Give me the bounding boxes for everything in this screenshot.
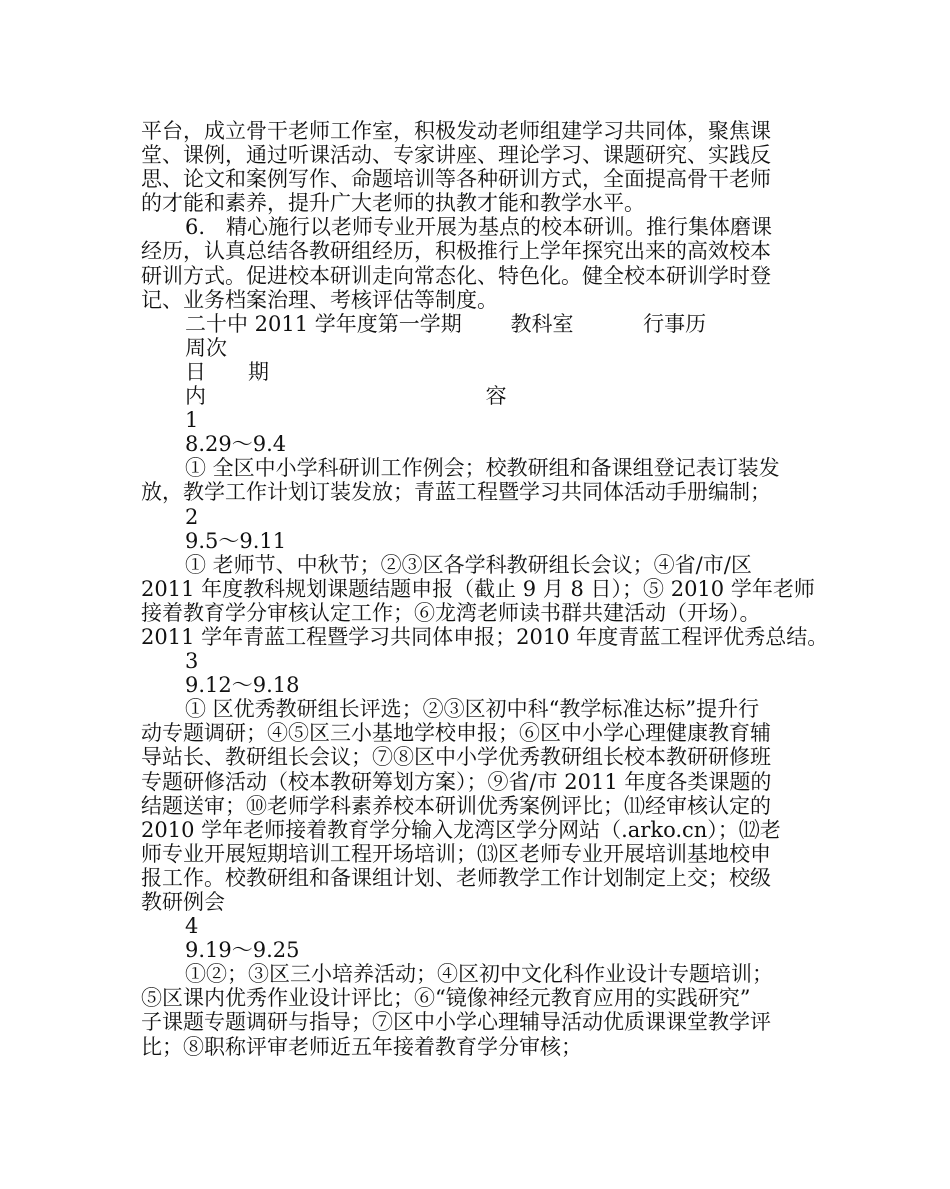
text-line: 2010 学年老师接着教育学分输入龙湾区学分网站（.arko.cn）；⑿老 [141,817,781,842]
text-line: 堂、课例，通过听课活动、专家讲座、理论学习、课题研究、实践反 [141,143,771,168]
text-line: 9.19～9.25 [185,938,300,963]
text-line: 教研例会 [141,890,225,914]
text-line: 9.12～9.18 [185,673,300,698]
text-line: 4 [185,914,199,939]
text-line: 导站长、教研组长会议；⑦⑧区中小学优秀教研组长校本教研研修班 [141,745,771,770]
text-line: 2011 年度教科规划课题结题申报（截止 9 月 8 日）；⑤ 2010 学年老师 [141,576,815,601]
text-line: 6. 精心施行以老师专业开展为基点的校本研训。推行集体磨课 [185,215,773,240]
text-line: 周次 [185,335,227,360]
text-line: 动专题调研；④⑤区三小基地学校申报；⑥区中小学心理健康教育辅 [141,721,771,746]
text-line: 接着教育学分审核认定工作；⑥龙湾老师读书群共建活动（开场）。 [141,600,761,625]
text-line: 的才能和素养，提升广大老师的执教才能和教学水平。 [141,191,645,216]
text-line: ① 老师节、中秋节；②③区各学科教研组长会议；④省/市/区 [185,552,752,577]
text-line: ① 全区中小学科研训工作例会；校教研组和备课组登记表订装发 [185,456,780,481]
text-line: 日 期 [185,359,269,384]
text-line: 报工作。校教研组和备课组计划、老师教学工作计划制定上交；校级 [141,865,771,890]
document-body [141,119,829,1059]
text-line: ① 区优秀教研组长评选；②③区初中科“教学标准达标”提升行 [185,697,760,722]
text-line: 1 [185,408,199,433]
text-line: 2011 学年青蓝工程暨学习共同体申报；2010 年度青蓝工程评优秀总结。 [141,624,829,649]
text-line: 经历，认真总结各教研组经历，积极推行上学年探究出来的高效校本 [141,239,771,264]
text-line: 9.5～9.11 [185,528,287,553]
text-line: 结题送审；⑩老师学科素养校本研训优秀案例评比；⑾经审核认定的 [141,793,771,818]
text-line: 师专业开展短期培训工程开场培训；⒀区老师专业开展培训基地校申 [141,841,771,866]
text-line: 思、论文和案例写作、命题培训等各种研训方式，全面提高骨干老师 [141,167,771,192]
text-line: 平台，成立骨干老师工作室，积极发动老师组建学习共同体，聚焦课 [141,119,771,143]
text-line: ①②；③区三小培养活动；④区初中文化科作业设计专题培训； [185,962,773,987]
text-line: 8.29～9.4 [185,432,287,457]
text-line: 内 容 [185,384,507,409]
text-line: ⑤区课内优秀作业设计评比；⑥“镜像神经元教育应用的实践研究” [141,986,751,1011]
text-line: 研训方式。促进校本研训走向常态化、特色化。健全校本研训学时登 [141,263,771,288]
text-line: 比；⑧职称评审老师近五年接着教育学分审核； [141,1034,582,1059]
text-line: 2 [185,504,199,529]
text-line: 记、业务档案治理、考核评估等制度。 [141,287,498,312]
text-line: 二十中 2011 学年度第一学期 教科室 行事历 [185,311,707,336]
text-line: 3 [185,649,199,674]
text-line: 放，教学工作计划订装发放；青蓝工程暨学习共同体活动手册编制； [141,480,771,505]
text-line: 专题研修活动（校本教研筹划方案）；⑨省/市 2011 年度各类课题的 [141,769,772,794]
text-line: 子课题专题调研与指导；⑦区中小学心理辅导活动优质课课堂教学评 [141,1010,771,1035]
